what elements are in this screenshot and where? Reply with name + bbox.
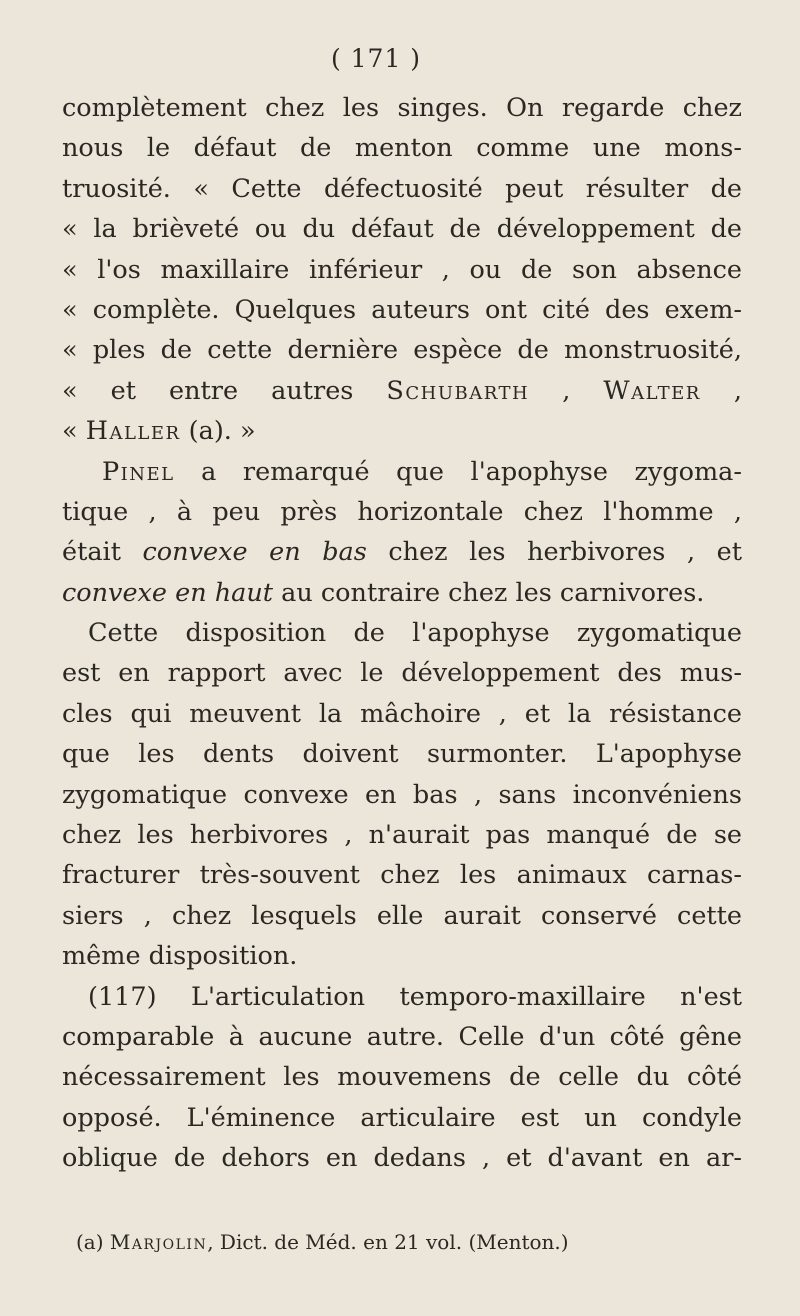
text-line: opposé. L'éminence articulaire est un condyle bbox=[62, 1102, 742, 1133]
text-line: Cette disposition de l'apophyse zygomatique bbox=[88, 618, 742, 649]
text-line bbox=[62, 532, 742, 572]
text-line: (117) L'articulation temporo-maxillaire n'est bbox=[88, 981, 742, 1012]
italic-term: convexe en haut bbox=[62, 577, 274, 608]
text-line: que les dents doivent surmonter. L'apophyse bbox=[62, 739, 742, 770]
author-name: Pinel bbox=[102, 456, 175, 487]
line-text: chez les herbivores , et bbox=[366, 537, 742, 568]
text-line: siers , chez lesquels elle aurait conservé cette bbox=[62, 900, 742, 931]
text-line bbox=[62, 411, 742, 451]
author-name: Schubarth bbox=[386, 375, 530, 406]
text-line bbox=[62, 371, 742, 411]
line-text: était bbox=[62, 537, 143, 568]
text-line: « ples de cette dernière espèce de monstruosité, bbox=[62, 335, 742, 366]
text-line: « complète. Quelques auteurs ont cité des exem- bbox=[62, 294, 742, 325]
quote-prefix: « bbox=[62, 416, 86, 447]
text-line: comparable à aucune autre. Celle d'un côté gêne bbox=[62, 1021, 742, 1052]
text-line: fracturer très-souvent chez les animaux carnas- bbox=[62, 860, 742, 891]
text-line: complètement chez les singes. On regarde chez bbox=[62, 93, 742, 123]
footnote bbox=[76, 1230, 569, 1254]
author-name: Walter bbox=[603, 375, 701, 406]
text-line: « la brièveté ou du défaut de développement de bbox=[62, 214, 742, 245]
text-line: est en rapport avec le développement des mus- bbox=[62, 658, 742, 689]
text-line: zygomatique convexe en bas , sans inconvéniens bbox=[62, 779, 742, 810]
separator: , bbox=[529, 375, 604, 406]
quote-prefix: « et entre autres bbox=[62, 375, 387, 406]
page-number: ( 171 ) bbox=[330, 44, 422, 73]
text-line: truosité. « Cette défectuosité peut résulter de bbox=[62, 173, 742, 204]
text-line: oblique de dehors en dedans , et d'avant en ar- bbox=[62, 1143, 742, 1174]
footnote-text: , Dict. de Méd. en 21 vol. (Menton.) bbox=[207, 1230, 569, 1254]
italic-term: convexe en bas bbox=[142, 537, 367, 568]
author-name: Haller bbox=[85, 416, 181, 447]
text-line: chez les herbivores , n'aurait pas manqué de se bbox=[62, 820, 742, 851]
punctuation: , bbox=[700, 375, 742, 406]
text-line bbox=[62, 452, 742, 492]
line-text: au contraire chez les carnivores. bbox=[273, 577, 705, 608]
footnote-ref: (a). » bbox=[180, 416, 256, 447]
text-line: cles qui meuvent la mâchoire , et la résistance bbox=[62, 698, 742, 729]
body-text bbox=[62, 88, 742, 1179]
footnote-mark: (a) bbox=[76, 1230, 104, 1254]
text-line: même disposition. bbox=[62, 941, 298, 972]
text-line bbox=[62, 573, 742, 613]
text-line: nous le défaut de menton comme une mons- bbox=[62, 133, 742, 164]
text-line: « l'os maxillaire inférieur , ou de son absence bbox=[62, 254, 742, 285]
text-line: tique , à peu près horizontale chez l'homme , bbox=[62, 496, 742, 527]
footnote-author: Marjolin bbox=[109, 1230, 208, 1254]
text-line: nécessairement les mouvemens de celle du côté bbox=[62, 1062, 742, 1093]
line-text: a remarqué que l'apophyse zygoma- bbox=[174, 456, 742, 487]
